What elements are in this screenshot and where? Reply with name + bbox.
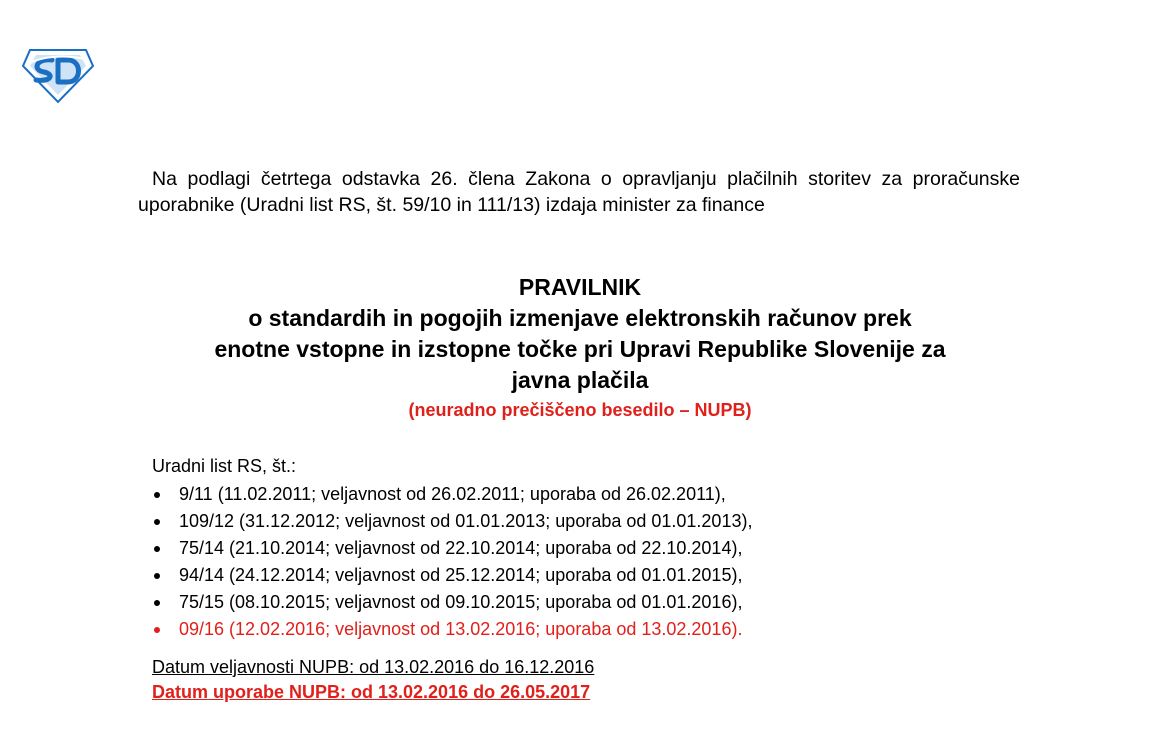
title-line-2: enotne vstopne in izstopne točke pri Upravi Republike Slovenije za [214,336,946,362]
bullet-icon [154,600,160,606]
list-item-text: 75/15 (08.10.2015; veljavnost od 09.10.2015; uporaba od 01.01.2016), [179,592,743,612]
list-item [148,589,752,616]
list-item-text: 109/12 (31.12.2012; veljavnost od 01.01.2013; uporaba od 01.01.2013), [179,511,753,531]
list-item [148,562,752,589]
list-item-tail: . [737,619,743,639]
list-item-text: 94/14 (24.12.2014; veljavnost od 25.12.2014; uporaba od 01.01.2015), [179,565,743,585]
document-title: PRAVILNIK [518,274,642,300]
list-item [148,508,752,535]
bullet-icon [154,492,160,498]
bullet-icon [154,519,160,525]
validity-date: Datum veljavnosti NUPB: od 13.02.2016 do 16.12.2016 [152,657,595,677]
list-item-text: 9/11 (11.02.2011; veljavnost od 26.02.2011; uporaba od 26.02.2011), [179,484,726,504]
title-line-3: javna plačila [511,367,649,393]
usage-date: Datum uporabe NUPB: od 13.02.2016 do 26.05.2017 [152,682,591,702]
list-item-text: 75/14 (21.10.2014; veljavnost od 22.10.2014; uporaba od 22.10.2014), [179,538,743,558]
gazette-label: Uradni list RS, št.: [152,456,297,476]
intro-paragraph: Na podlagi četrtega odstavka 26. člena Zakona o opravljanju plačilnih storitev za proračunske uporabnike (Uradni list RS, št. 59/10 in 111/13) izdaja minister za finance [138,168,1020,216]
document-subtitle: (neuradno prečiščeno besedilo – NUPB) [408,400,752,420]
list-item [148,535,752,562]
list-item-current [148,616,752,643]
list-item-text: 09/16 (12.02.2016; veljavnost od 13.02.2016; uporaba od 13.02.2016) [179,619,738,639]
gazette-list [148,481,752,643]
sd-logo-icon [22,46,94,104]
bullet-icon [154,546,160,552]
title-line-1: o standardih in pogojih izmenjave elektronskih računov prek [248,305,912,331]
bullet-icon [154,573,160,579]
bullet-icon [154,627,160,633]
title-block [80,272,1080,422]
list-item [148,481,752,508]
